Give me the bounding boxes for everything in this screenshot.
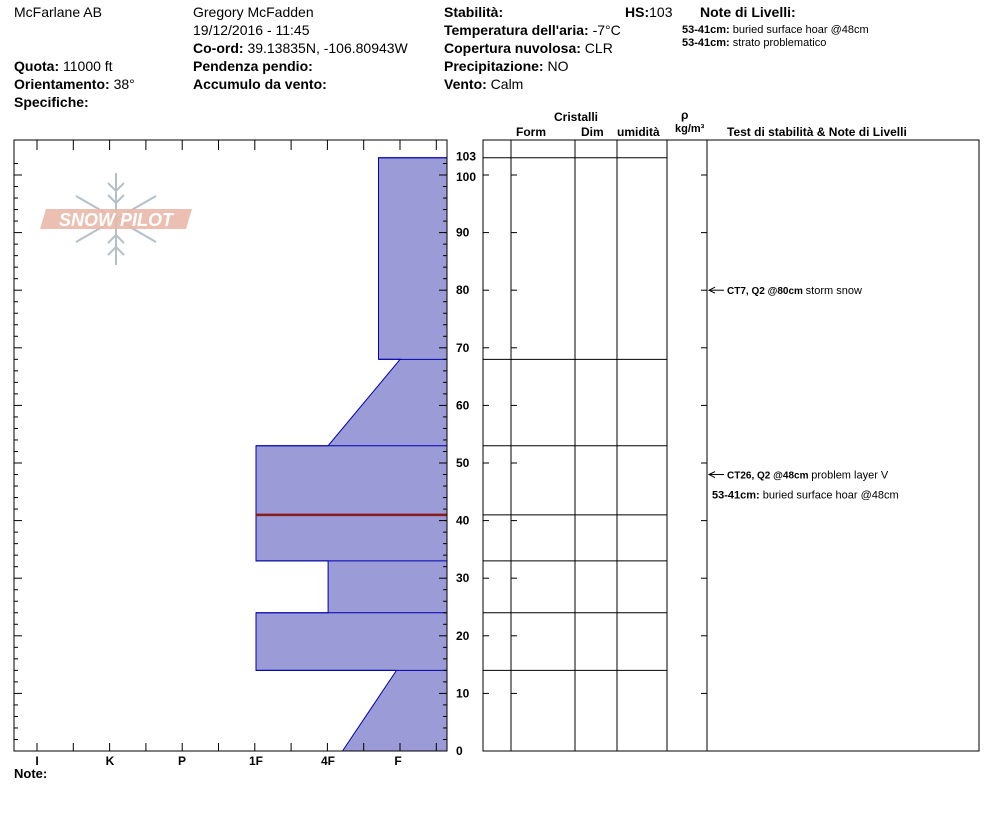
stability-test-code: CT26, Q2 @48cm: [727, 470, 812, 482]
y-tick-label: 40: [456, 513, 470, 528]
layer-note-range: 53-41cm:: [712, 489, 763, 502]
y-tick-label: 10: [456, 686, 470, 701]
moisture-header: umidità: [617, 125, 660, 139]
hs-value: 103: [649, 4, 673, 20]
x-tick-label: K: [105, 754, 115, 768]
x-tick-label: F: [394, 754, 402, 768]
aspect-label: Orientamento:: [14, 76, 110, 92]
logo-text: SNOW PILOT: [59, 210, 173, 230]
observer-name: Gregory McFadden: [193, 4, 314, 20]
notes-label: Note:: [14, 766, 48, 781]
air-temp-value: -7°C: [592, 22, 621, 38]
crystal-table: [483, 140, 979, 751]
location-name: McFarlane AB: [14, 4, 102, 20]
crystals-header: Cristalli: [554, 110, 599, 124]
x-tick-label: I: [35, 754, 39, 768]
stability-test-label: [727, 285, 862, 297]
slope-label: Pendenza pendio:: [193, 58, 313, 74]
sky-value: CLR: [584, 40, 613, 56]
stability-test-label: [727, 470, 889, 482]
hardness-profile: [256, 158, 447, 751]
stability-test-code: CT7, Q2 @80cm: [727, 286, 806, 298]
y-tick-label: 0: [456, 744, 463, 758]
air-temp-label: Temperatura dell'aria:: [444, 22, 589, 38]
layer-note-label: [712, 490, 899, 502]
y-tick-label: 100: [456, 170, 477, 184]
stability-test-comment: problem layer V: [811, 469, 889, 482]
hs-label: HS:: [625, 4, 650, 20]
form-header: Form: [516, 125, 546, 139]
stability-test-notes: [709, 285, 899, 501]
observation-datetime: 19/12/2016 - 11:45: [193, 22, 310, 38]
y-tick-label: 90: [456, 225, 470, 240]
wind-loading-label: Accumulo da vento:: [193, 76, 327, 92]
coord-label: Co-ord:: [193, 40, 244, 56]
specifics-label: Specifiche:: [14, 94, 89, 110]
elevation-label: Quota:: [14, 58, 60, 74]
y-tick-label: 60: [456, 398, 470, 413]
snowpilot-logo: [40, 209, 192, 230]
stability-tests-header: Test di stabilità & Note di Livelli: [727, 125, 907, 139]
stability-label: Stabilità:: [444, 4, 504, 20]
density-symbol: ρ: [681, 108, 689, 122]
layer-note-1-range: 53-41cm:: [682, 24, 730, 36]
precip-label: Precipitazione:: [444, 58, 544, 74]
coord-value: 39.13835N, -106.80943W: [247, 40, 408, 56]
wind-label: Vento:: [444, 76, 487, 92]
hardness-profile-shape: [256, 158, 447, 751]
layer-note-2-range: 53-41cm:: [682, 37, 730, 49]
layer-note-1-text: buried surface hoar @48cm: [732, 24, 869, 36]
wind-value: Calm: [490, 76, 524, 92]
size-header: Dim: [581, 125, 604, 139]
stability-test-comment: storm snow: [805, 285, 862, 298]
precip-value: NO: [547, 58, 569, 74]
x-tick-label: 4F: [320, 754, 336, 768]
layer-note-text: buried surface hoar @48cm: [762, 489, 899, 502]
layer-notes-title: Note di Livelli:: [700, 4, 796, 20]
sky-label: Copertura nuvolosa:: [444, 40, 581, 56]
y-tick-label: 50: [456, 456, 470, 470]
y-tick-label: 70: [456, 340, 470, 355]
y-tick-label: 20: [456, 628, 470, 643]
aspect-value: 38°: [113, 76, 135, 92]
y-tick-label: 30: [456, 571, 470, 586]
elevation-value: 11000 ft: [63, 58, 113, 74]
y-tick-label: 80: [456, 283, 470, 298]
x-tick-label: 1F: [248, 754, 264, 768]
x-tick-label: P: [177, 754, 187, 768]
density-unit: kg/m³: [675, 123, 705, 135]
y-tick-label: 103: [456, 149, 477, 164]
layer-note-2-text: strato problematico: [732, 37, 827, 49]
